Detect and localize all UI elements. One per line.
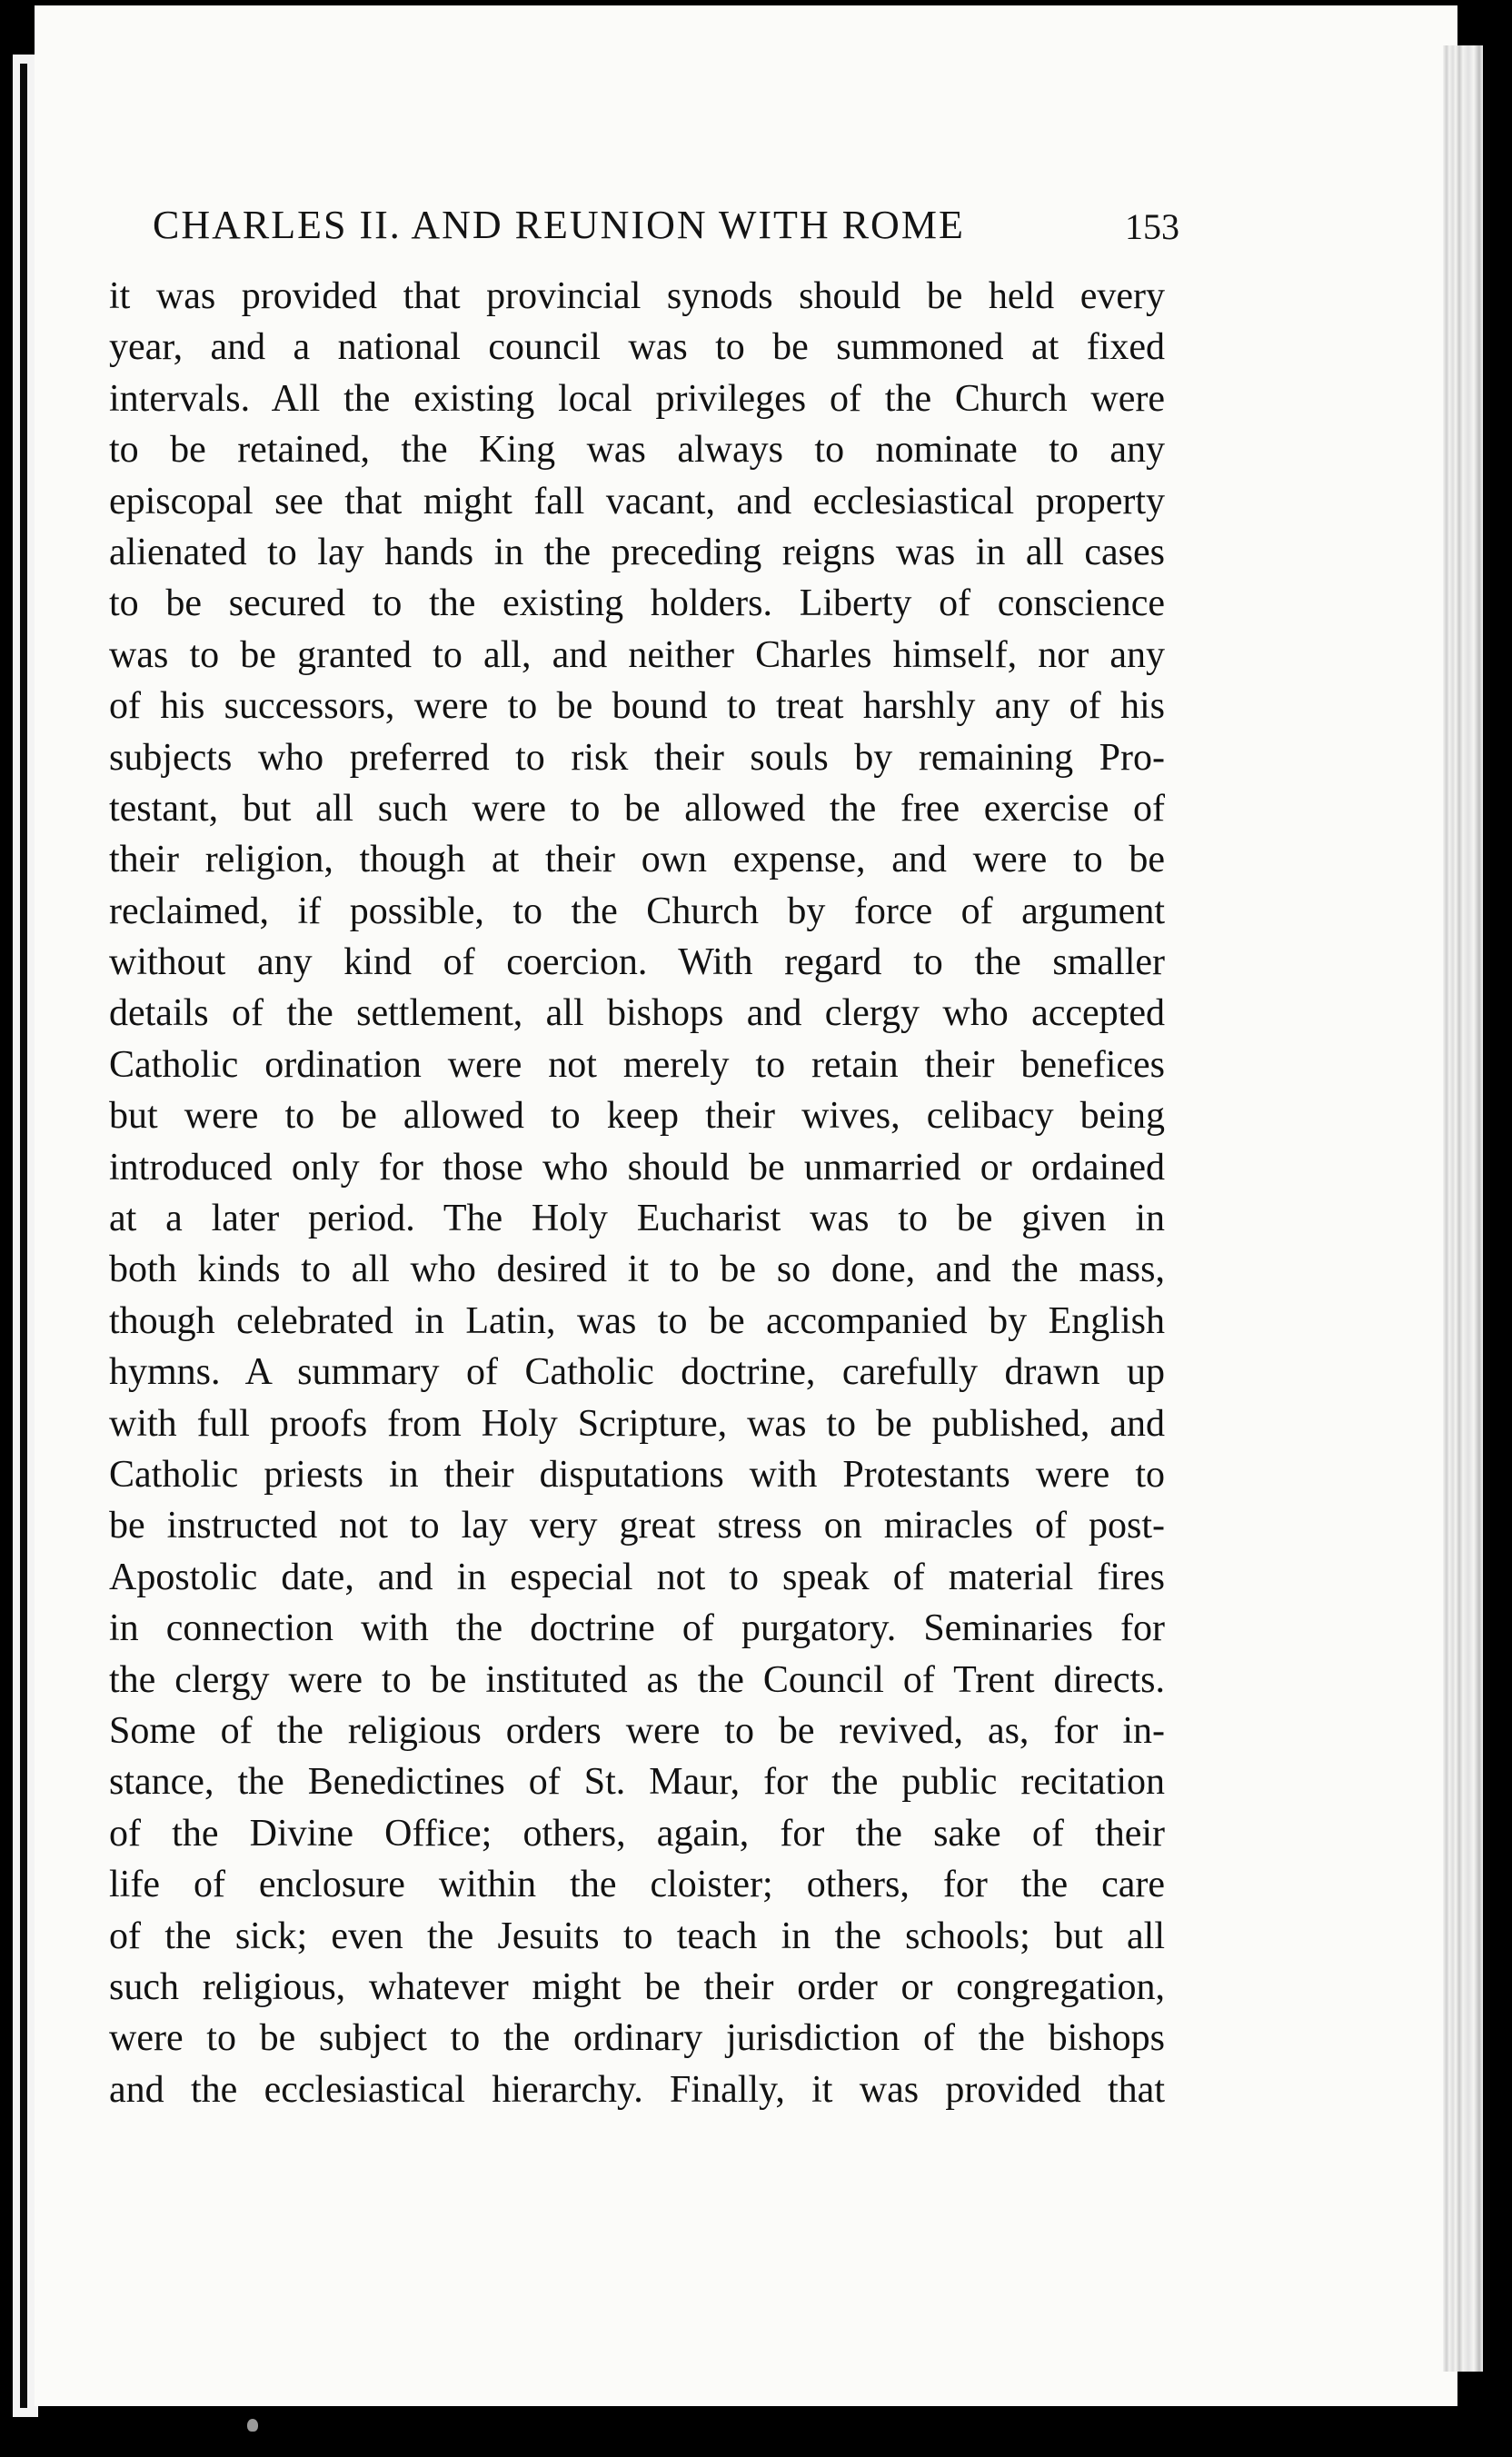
text-line: life of enclosure within the cloister; others, for the care — [109, 1864, 1165, 1906]
text-line: but were to be allowed to keep their wives, celibacy being — [109, 1095, 1165, 1138]
text-line: such religious, whatever might be their order or congregation, — [109, 1965, 1165, 2008]
text-line: of the sick; even the Jesuits to teach in the schools; but all — [109, 1915, 1165, 1957]
text-line: without any kind of coercion. With regard to the smaller — [109, 941, 1165, 984]
text-line: intervals. All the existing local privileges of the Church were — [109, 377, 1165, 420]
text-line: reclaimed, if possible, to the Church by force of argument — [109, 890, 1165, 932]
text-line: with full proofs from Holy Scripture, was to be published, and — [109, 1402, 1165, 1445]
text-line: be instructed not to lay very great stress on miracles of post- — [109, 1505, 1165, 1547]
binding-shadow — [20, 64, 27, 2408]
text-line: their religion, though at their own expense, and were to be — [109, 839, 1165, 881]
text-line: episcopal see that might fall vacant, and ecclesiastical property — [109, 480, 1165, 522]
text-line: to be retained, the King was always to nominate to any — [109, 429, 1165, 472]
text-line: of the Divine Office; others, again, for the sake of their — [109, 1812, 1165, 1855]
text-line: Catholic priests in their disputations with Protestants were to — [109, 1453, 1165, 1496]
text-line: stance, the Benedictines of St. Maur, for the public recitation — [109, 1761, 1165, 1804]
body-text — [109, 271, 1165, 2115]
text-line: the clergy were to be instituted as the Council of Trent directs. — [109, 1658, 1165, 1701]
text-line: both kinds to all who desired it to be so done, and the mass, — [109, 1248, 1165, 1291]
text-line: alienated to lay hands in the preceding reigns was in all cases — [109, 531, 1165, 573]
text-line: details of the settlement, all bishops and clergy who accepted — [109, 992, 1165, 1035]
page-edges — [1443, 45, 1483, 2372]
text-line: though celebrated in Latin, was to be accompanied by English — [109, 1299, 1165, 1342]
page-header — [153, 193, 1179, 265]
text-line: testant, but all such were to be allowed the free exercise of — [109, 787, 1165, 830]
text-line: and the ecclesiastical hierarchy. Finally, it was provided that — [109, 2068, 1165, 2111]
text-line: introduced only for those who should be unmarried or ordained — [109, 1146, 1165, 1189]
text-line: Catholic ordination were not merely to retain their benefices — [109, 1043, 1165, 1086]
text-line: at a later period. The Holy Eucharist was to be given in — [109, 1198, 1165, 1240]
text-line: were to be subject to the ordinary jurisdiction of the bishops — [109, 2017, 1165, 2060]
page-number: 153 — [1125, 206, 1179, 247]
text-line: was to be granted to all, and neither Charles himself, nor any — [109, 633, 1165, 676]
text-line: of his successors, were to be bound to treat harshly any of his — [109, 685, 1165, 728]
text-line: hymns. A summary of Catholic doctrine, carefully drawn up — [109, 1351, 1165, 1394]
text-line: subjects who preferred to risk their souls by remaining Pro- — [109, 736, 1165, 779]
text-line: it was provided that provincial synods should be held every — [109, 275, 1165, 317]
running-head: CHARLES II. AND REUNION WITH ROME — [153, 203, 965, 247]
ink-spot — [247, 2419, 258, 2432]
text-line: Some of the religious orders were to be revived, as, for in- — [109, 1709, 1165, 1752]
text-line: to be secured to the existing holders. Liberty of conscience — [109, 582, 1165, 625]
text-line: Apostolic date, and in especial not to speak of material fires — [109, 1556, 1165, 1598]
text-line: year, and a national council was to be summoned at fixed — [109, 326, 1165, 369]
text-line: in connection with the doctrine of purgatory. Seminaries for — [109, 1607, 1165, 1650]
